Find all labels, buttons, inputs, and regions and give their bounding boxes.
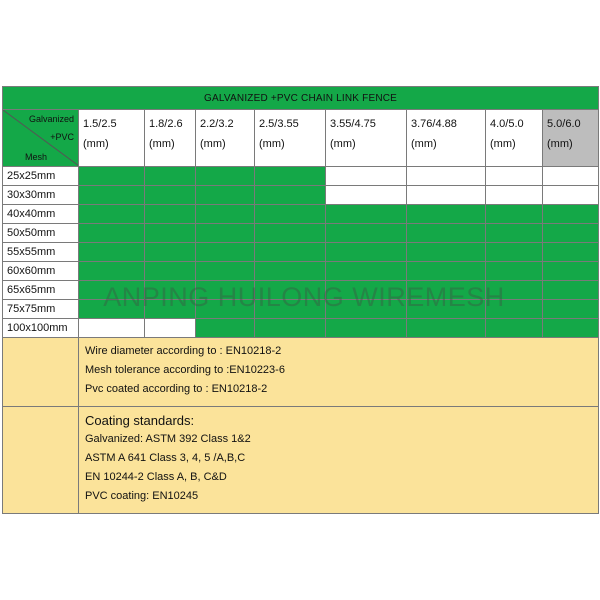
available-cell	[196, 205, 255, 224]
available-cell	[255, 243, 326, 262]
column-unit: (mm)	[200, 138, 226, 150]
table-row	[3, 205, 599, 224]
mesh-size-label: 75x75mm	[3, 300, 79, 319]
coating-line: EN 10244-2 Class A, B, C&D	[85, 471, 227, 483]
column-size: 2.5/3.55	[259, 118, 299, 130]
column-unit: (mm)	[330, 138, 356, 150]
available-cell	[543, 300, 599, 319]
available-cell	[407, 224, 486, 243]
available-cell	[326, 300, 407, 319]
available-cell	[79, 243, 145, 262]
unavailable-cell	[486, 186, 543, 205]
available-cell	[326, 205, 407, 224]
unavailable-cell	[407, 167, 486, 186]
column-size: 1.8/2.6	[149, 118, 183, 130]
available-cell	[407, 262, 486, 281]
available-cell	[486, 319, 543, 338]
available-cell	[79, 224, 145, 243]
unavailable-cell	[486, 167, 543, 186]
available-cell	[326, 319, 407, 338]
available-cell	[255, 300, 326, 319]
table-row	[3, 262, 599, 281]
column-unit: (mm)	[83, 138, 109, 150]
table-row	[3, 167, 599, 186]
corner-label-mesh: Mesh	[25, 152, 48, 162]
available-cell	[79, 205, 145, 224]
mesh-size-label: 65x65mm	[3, 281, 79, 300]
available-cell	[407, 205, 486, 224]
standards-spacer	[3, 338, 79, 407]
available-cell	[255, 167, 326, 186]
coating-row	[3, 407, 599, 514]
column-size: 5.0/6.0	[547, 118, 581, 130]
available-cell	[145, 205, 196, 224]
available-cell	[79, 167, 145, 186]
available-cell	[79, 281, 145, 300]
available-cell	[326, 281, 407, 300]
column-header	[407, 110, 486, 167]
available-cell	[145, 281, 196, 300]
available-cell	[543, 243, 599, 262]
mesh-size-label: 55x55mm	[3, 243, 79, 262]
corner-label-galvanized: Galvanized	[28, 114, 74, 124]
column-size: 3.76/4.88	[411, 118, 457, 130]
title-row	[3, 87, 599, 110]
available-cell	[145, 224, 196, 243]
spec-table	[2, 86, 599, 514]
available-cell	[407, 300, 486, 319]
available-cell	[79, 262, 145, 281]
column-size: 2.2/3.2	[200, 118, 234, 130]
available-cell	[145, 300, 196, 319]
coating-line: ASTM A 641 Class 3, 4, 5 /A,B,C	[85, 452, 246, 464]
unavailable-cell	[79, 319, 145, 338]
available-cell	[196, 319, 255, 338]
column-header	[543, 110, 599, 167]
available-cell	[196, 167, 255, 186]
column-header	[79, 110, 145, 167]
column-header	[255, 110, 326, 167]
available-cell	[196, 224, 255, 243]
coating-block	[79, 407, 599, 514]
available-cell	[196, 281, 255, 300]
available-cell	[326, 243, 407, 262]
available-cell	[543, 205, 599, 224]
unavailable-cell	[543, 186, 599, 205]
column-header	[326, 110, 407, 167]
table-title: GALVANIZED +PVC CHAIN LINK FENCE	[3, 87, 599, 110]
table-row	[3, 243, 599, 262]
table-row	[3, 281, 599, 300]
available-cell	[543, 224, 599, 243]
mesh-size-label: 30x30mm	[3, 186, 79, 205]
spec-sheet	[2, 86, 598, 514]
available-cell	[543, 262, 599, 281]
available-cell	[255, 319, 326, 338]
unavailable-cell	[543, 167, 599, 186]
unavailable-cell	[326, 186, 407, 205]
available-cell	[407, 243, 486, 262]
available-cell	[196, 186, 255, 205]
column-header	[145, 110, 196, 167]
mesh-size-label: 100x100mm	[3, 319, 79, 338]
available-cell	[543, 281, 599, 300]
table-row	[3, 224, 599, 243]
available-cell	[486, 205, 543, 224]
column-unit: (mm)	[490, 138, 516, 150]
table-row	[3, 300, 599, 319]
corner-label-pvc: +PVC	[50, 132, 74, 142]
standard-line: Pvc coated according to : EN10218-2	[85, 383, 268, 395]
standards-block	[79, 338, 599, 407]
column-size: 1.5/2.5	[83, 118, 117, 130]
column-size: 3.55/4.75	[330, 118, 376, 130]
available-cell	[326, 224, 407, 243]
available-cell	[407, 281, 486, 300]
available-cell	[196, 243, 255, 262]
available-cell	[255, 262, 326, 281]
column-header	[196, 110, 255, 167]
column-header	[486, 110, 543, 167]
available-cell	[79, 186, 145, 205]
watermark: ANPING HUILONG WIREMESH	[103, 282, 505, 312]
available-cell	[486, 281, 543, 300]
available-cell	[486, 262, 543, 281]
available-cell	[543, 319, 599, 338]
mesh-size-label: 25x25mm	[3, 167, 79, 186]
coating-heading: Coating standards:	[85, 413, 195, 428]
column-unit: (mm)	[149, 138, 175, 150]
column-unit: (mm)	[411, 138, 437, 150]
available-cell	[145, 167, 196, 186]
available-cell	[255, 186, 326, 205]
mesh-size-label: 50x50mm	[3, 224, 79, 243]
column-unit: (mm)	[259, 138, 285, 150]
available-cell	[486, 300, 543, 319]
unavailable-cell	[326, 167, 407, 186]
table-row	[3, 186, 599, 205]
available-cell	[486, 224, 543, 243]
mesh-size-label: 40x40mm	[3, 205, 79, 224]
available-cell	[255, 224, 326, 243]
mesh-size-label: 60x60mm	[3, 262, 79, 281]
standards-row	[3, 338, 599, 407]
table-row	[3, 319, 599, 338]
available-cell	[255, 205, 326, 224]
available-cell	[196, 300, 255, 319]
column-unit: (mm)	[547, 138, 573, 150]
unavailable-cell	[145, 319, 196, 338]
column-size: 4.0/5.0	[490, 118, 524, 130]
available-cell	[486, 243, 543, 262]
mesh-rows	[3, 167, 599, 338]
available-cell	[79, 300, 145, 319]
available-cell	[145, 262, 196, 281]
available-cell	[326, 262, 407, 281]
header-row	[3, 110, 599, 167]
corner-header	[3, 110, 79, 167]
standard-line: Wire diameter according to : EN10218-2	[85, 345, 282, 357]
available-cell	[196, 262, 255, 281]
available-cell	[255, 281, 326, 300]
available-cell	[145, 186, 196, 205]
coating-line: PVC coating: EN10245	[85, 490, 199, 502]
coating-line: Galvanized: ASTM 392 Class 1&2	[85, 433, 251, 445]
available-cell	[145, 243, 196, 262]
standard-line: Mesh tolerance according to :EN10223-6	[85, 364, 285, 376]
unavailable-cell	[407, 186, 486, 205]
coating-spacer	[3, 407, 79, 514]
available-cell	[407, 319, 486, 338]
